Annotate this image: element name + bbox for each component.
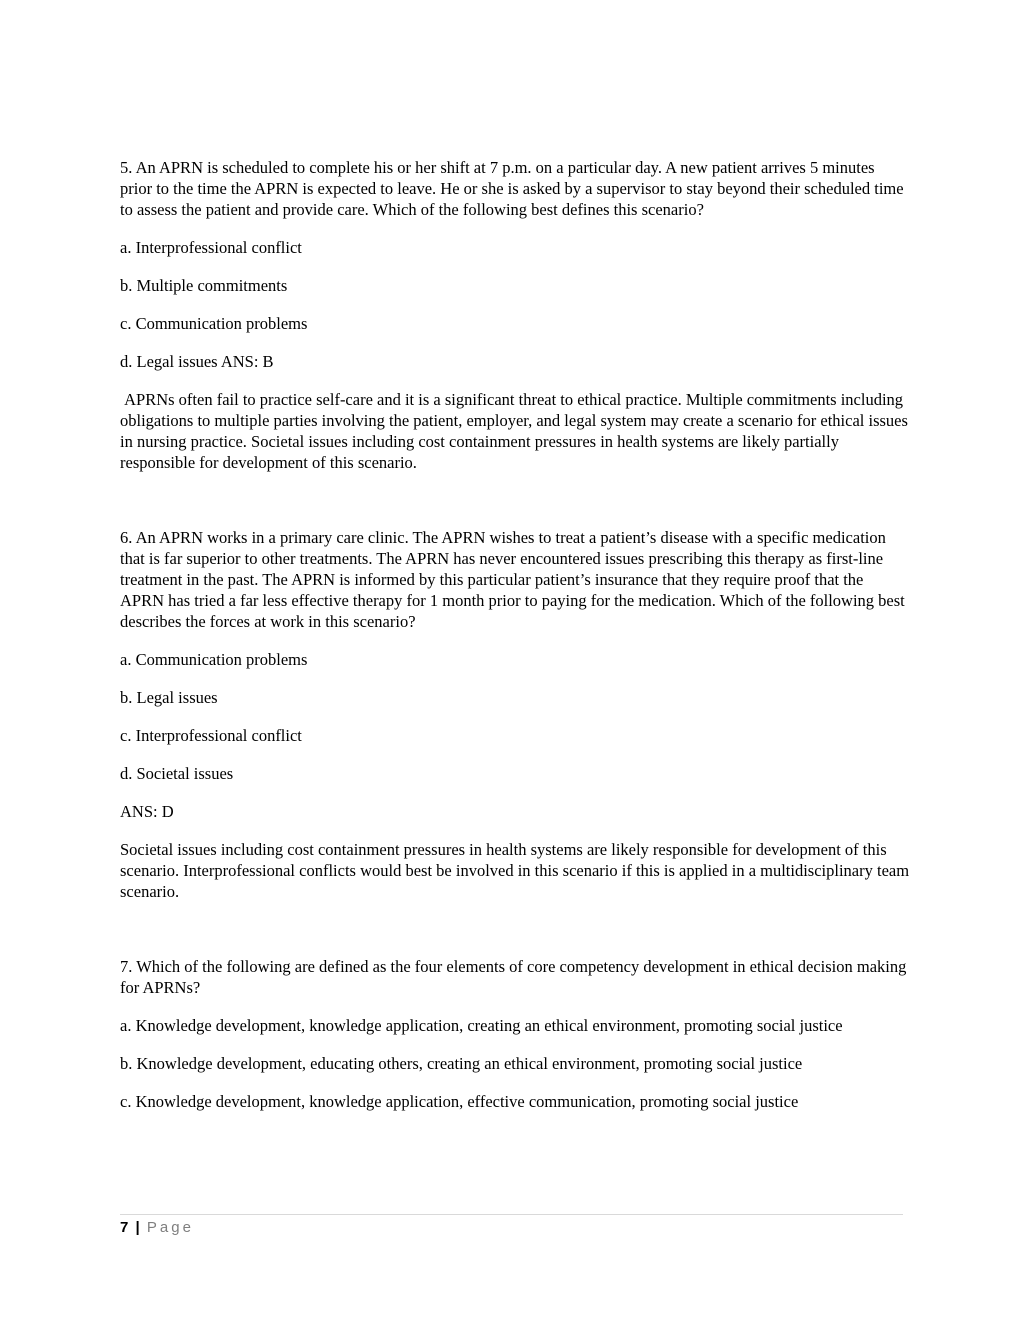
footer-separator: | — [135, 1219, 140, 1236]
answer-option-b: b. Knowledge development, educating others, creating an ethical environment, promoting social justice — [120, 1054, 803, 1073]
question-5 — [120, 157, 913, 473]
page-footer — [120, 1214, 903, 1236]
question-7 — [120, 956, 910, 1112]
page-number: 7 — [120, 1219, 129, 1236]
question-stem: 5. An APRN is scheduled to complete his or her shift at 7 p.m. on a particular day. A new patient arrives 5 minutes prior to the time the APRN is expected to leave. He or she is asked by a supervisor to stay beyond their scheduled time to assess the patient and provide care. Which of the following best defines this scenario? — [120, 158, 904, 219]
question-6 — [120, 527, 910, 902]
question-stem: 6. An APRN works in a primary care clinic. The APRN wishes to treat a patient’s disease with a specific medication that is far superior to other treatments. The APRN has never encountered issues prescribing this therapy as first-line treatment in the past. The APRN is informed by this particular patient’s insurance that they require proof that the APRN has tried a far less effective therapy for 1 month prior to paying for the medication. Which of the following best describes the forces at work in this scenario? — [120, 528, 905, 631]
spacer — [120, 473, 910, 527]
answer-option-b: b. Multiple commitments — [120, 276, 288, 295]
answer-option-c: c. Communication problems — [120, 314, 308, 333]
answer-option-c: c. Interprofessional conflict — [120, 726, 302, 745]
answer-option-b: b. Legal issues — [120, 688, 218, 707]
answer-key: ANS: D — [120, 802, 174, 821]
page-label: Page — [146, 1219, 194, 1236]
answer-option-a: a. Interprofessional conflict — [120, 238, 302, 257]
question-stem: 7. Which of the following are defined as the four elements of core competency development in ethical decision making for APRNs? — [120, 957, 907, 997]
document-body — [120, 157, 913, 1129]
answer-option-d: d. Legal issues ANS: B — [120, 352, 274, 371]
spacer — [120, 902, 910, 956]
rationale: Societal issues including cost containment pressures in health systems are likely responsible for development of this scenario. Interprofessional conflicts would best be involved in this scenario if this is applied in a multidisciplinary team scenario. — [120, 840, 910, 901]
answer-option-a: a. Knowledge development, knowledge application, creating an ethical environment, promoting social justice — [120, 1016, 843, 1035]
answer-option-c: c. Knowledge development, knowledge application, effective communication, promoting social justice — [120, 1092, 799, 1111]
answer-option-d: d. Societal issues — [120, 764, 234, 783]
answer-option-a: a. Communication problems — [120, 650, 308, 669]
rationale: APRNs often fail to practice self-care and it is a significant threat to ethical practice. Multiple commitments including obligations to multiple parties involving the patient, employer, and legal system may create a scenario for ethical issues in nursing practice. Societal issues including cost containment pressures in health systems are likely partially responsible for development of this scenario. — [120, 390, 913, 472]
